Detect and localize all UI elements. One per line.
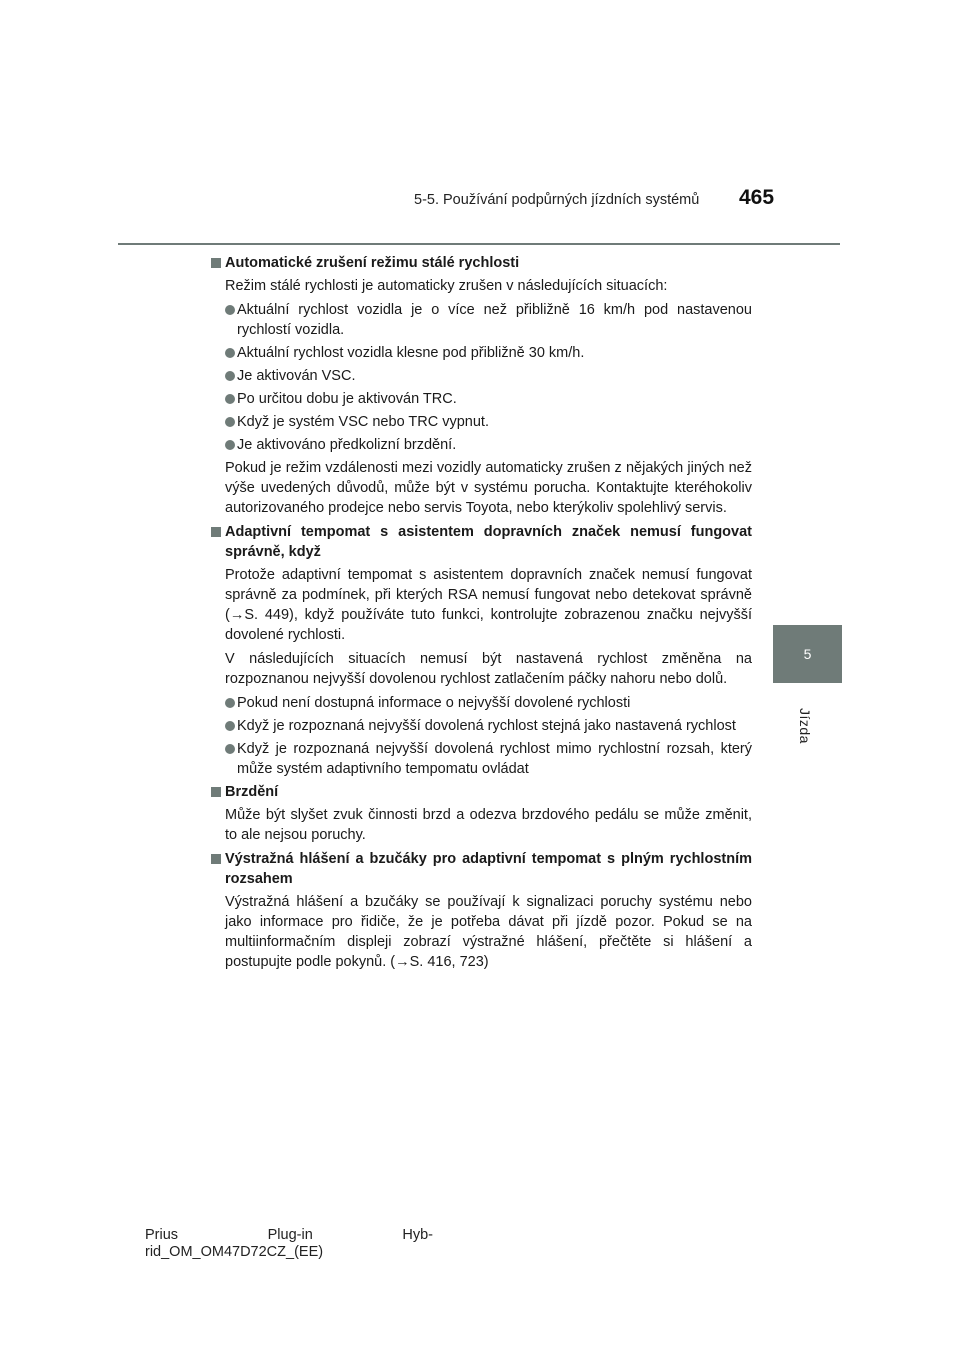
round-bullet-icon (225, 417, 235, 427)
section-traffic-sign-assist (210, 522, 752, 779)
running-header-section: 5-5. Používání podpůrných jízdních systémů (414, 192, 700, 208)
list-item: Když je rozpoznaná nejvyšší dovolená rychlost mimo rychlostní rozsah, který může systém adaptivního tempomatu ovládat (225, 739, 752, 779)
round-bullet-icon (225, 394, 235, 404)
list-item: Po určitou dobu je aktivován TRC. (225, 389, 752, 409)
square-bullet-icon (211, 787, 221, 797)
section-title: Adaptivní tempomat s asistentem dopravních značek nemusí fungovat správně, když (210, 522, 752, 562)
header-divider (118, 243, 840, 245)
list-item: Je aktivován VSC. (225, 366, 752, 386)
section-intro: Režim stálé rychlosti je automaticky zrušen v následujících situacích: (225, 278, 668, 294)
list-item: Pokud není dostupná informace o nejvyšší dovolené rychlosti (225, 693, 752, 713)
list-item: Aktuální rychlost vozidla je o více než přibližně 16 km/h pod nastavenou rychlostí vozidla. (225, 300, 752, 340)
footer-doc-id (145, 1227, 433, 1261)
page-number: 465 (739, 186, 775, 209)
square-bullet-icon (211, 854, 221, 864)
section-outro: Pokud je režim vzdálenosti mezi vozidly automaticky zrušen z nějakých jiných než výše uvedených důvodů, může být v systému porucha. Kontaktujte kteréhokoliv autorizovaného prodejce nebo servis Toyota, nebo kterýkoliv spolehlivý servis. (225, 460, 752, 516)
round-bullet-icon (225, 698, 235, 708)
section-paragraph: V následujících situacích nemusí být nastavená rychlost změněna na rozpoznanou nejvyšší dovolenou rychlost zatlačením páčky nahoru nebo dolů. (225, 651, 752, 687)
section-warnings (210, 849, 752, 972)
square-bullet-icon (211, 258, 221, 268)
chapter-number: 5 (803, 646, 812, 662)
round-bullet-icon (225, 371, 235, 381)
round-bullet-icon (225, 744, 235, 754)
round-bullet-icon (225, 348, 235, 358)
footer-word: Plug-in (267, 1227, 313, 1243)
section-title: Brzdění (210, 782, 752, 802)
chapter-label: Jízda (797, 708, 813, 744)
footer-word: Hyb- (402, 1227, 433, 1243)
section-auto-cancel (210, 253, 752, 518)
list-item: Když je systém VSC nebo TRC vypnut. (225, 412, 752, 432)
list-item: Když je rozpoznaná nejvyšší dovolená rychlost stejná jako nastavená rychlost (225, 716, 752, 736)
page-content (210, 253, 752, 976)
chapter-tab[interactable] (773, 625, 842, 683)
round-bullet-icon (225, 305, 235, 315)
section-title: Automatické zrušení režimu stálé rychlosti (210, 253, 752, 273)
footer-word: Prius (145, 1227, 179, 1243)
section-paragraph: Protože adaptivní tempomat s asistentem dopravních značek nemusí fungovat správně za podmínek, při kterých RSA nemusí fungovat nebo detekovat správně (→S. 449), když používáte tuto funkci, kontrolujte zobrazenou značku nejvyšší dovolené rychlosti. (225, 567, 752, 643)
list-item: Aktuální rychlost vozidla klesne pod přibližně 30 km/h. (225, 343, 752, 363)
round-bullet-icon (225, 440, 235, 450)
footer-line: rid_OM_OM47D72CZ_(EE) (145, 1244, 324, 1260)
section-paragraph: Může být slyšet zvuk činnosti brzd a odezva brzdového pedálu se může změnit, to ale nejsou poruchy. (225, 807, 752, 843)
section-braking (210, 782, 752, 845)
square-bullet-icon (211, 527, 221, 537)
section-title: Výstražná hlášení a bzučáky pro adaptivní tempomat s plným rychlostním rozsahem (210, 849, 752, 889)
list-item: Je aktivováno předkolizní brzdění. (225, 435, 752, 455)
section-paragraph: Výstražná hlášení a bzučáky se používají k signalizaci poruchy systému nebo jako informace pro řidiče, že je potřeba dávat při jízdě pozor. Pokud se na multiinformačním displeji zobrazí výstražné hlášení, přečtěte si hlášení a postupujte podle pokynů. (→S. 416, 723) (225, 894, 752, 970)
round-bullet-icon (225, 721, 235, 731)
